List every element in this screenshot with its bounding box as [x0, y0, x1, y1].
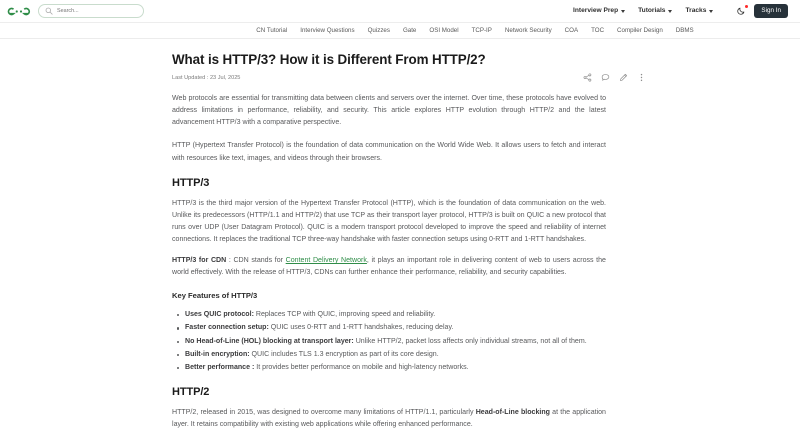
article-action-icons [583, 73, 646, 82]
subnav-item-gate[interactable]: Gate [402, 27, 417, 34]
http3-cdn-text-after-link: , it plays an important role in delivering content of web to users across the world effectively. With the release of HTTP/3, CDNs can further enhance their performance, reliability, and security capabilities. [172, 257, 606, 277]
subnav-item-osi-model[interactable]: OSI Model [429, 27, 459, 34]
subnav-item-interview-questions[interactable]: Interview Questions [300, 27, 355, 34]
feature-desc: QUIC includes TLS 1.3 encryption as part of its core design. [249, 350, 439, 358]
http2-text-part-1: HTTP/2, released in 2015, was designed to overcome many limitations of HTTP/1.1, particularly [172, 408, 476, 416]
feature-desc: Replaces TCP with QUIC, improving speed and reliability. [253, 311, 436, 319]
key-features-list [172, 309, 606, 374]
header-right-cluster [736, 4, 788, 17]
feature-desc: QUIC uses 0-RTT and 1-RTT handshakes, reducing delay. [268, 324, 454, 332]
chevron-down-icon [621, 10, 625, 13]
article-body [0, 39, 800, 431]
nav-item-label: Interview Prep [573, 7, 619, 15]
feature-desc: Unlike HTTP/2, packet loss affects only individual streams, not all of them. [353, 337, 587, 345]
content-delivery-network-link[interactable]: Content Delivery Network [285, 257, 367, 265]
section-heading-http3: HTTP/3 [172, 176, 210, 189]
subnav-item-tcp-ip[interactable]: TCP-IP [471, 27, 492, 34]
subnav-item-coa[interactable]: COA [564, 27, 579, 34]
feature-term: Better performance : [185, 363, 255, 371]
top-header-bar [0, 0, 800, 22]
primary-nav [573, 4, 792, 17]
nav-item-label: Tracks [685, 7, 707, 15]
search-box[interactable] [38, 4, 144, 18]
intro-paragraph-1: Web protocols are essential for transmitting data between clients and servers over the internet. Over time, these protocols have evolved to address limitations in performance, reliability, and security. This article explores HTTP evolution through HTTP/2 and the latest advancement HTTP/3 with a comparative perspective. [172, 95, 606, 127]
more-options-icon[interactable] [637, 73, 646, 82]
list-item [185, 322, 606, 334]
http3-cdn-text-before-link: : CDN stands for [226, 257, 286, 265]
http2-paragraph [172, 407, 606, 431]
http2-text-part-2: at the application layer. It retains compatibility with existing web applications while offering enhanced performance. [172, 408, 606, 428]
geeksforgeeks-logo[interactable] [6, 3, 32, 19]
nav-item-tutorials[interactable] [638, 7, 672, 14]
feature-term: Uses QUIC protocol: [185, 311, 254, 319]
last-updated-text: Last Updated : 23 Jul, 2025 [172, 74, 241, 81]
nav-item-tracks[interactable] [685, 7, 713, 14]
list-item [185, 336, 606, 348]
nav-item-label: Tutorials [638, 7, 666, 15]
subnav-item-quizzes[interactable]: Quizzes [367, 27, 390, 34]
dark-mode-toggle[interactable] [736, 5, 747, 16]
search-icon [45, 7, 53, 15]
subnav-item-toc[interactable]: TOC [591, 27, 605, 34]
subnav-item-network-security[interactable]: Network Security [504, 27, 552, 34]
share-icon[interactable] [583, 73, 592, 82]
search-input[interactable] [57, 8, 137, 14]
comment-icon[interactable] [601, 73, 610, 82]
chevron-down-icon [709, 10, 713, 13]
edit-icon[interactable] [619, 73, 628, 82]
subnav-item-compiler-design[interactable]: Compiler Design [617, 27, 663, 34]
list-item [185, 309, 606, 321]
subnav-item-cn-tutorial[interactable]: CN Tutorial [256, 27, 288, 34]
http2-bold-term: Head-of-Line blocking [475, 408, 550, 416]
http3-paragraph: HTTP/3 is the third major version of the Hypertext Transfer Protocol (HTTP), which is the foundation of data communication on the web. Unlike its predecessors (HTTP/1.1 and HTTP/2) that use TCP as their transport layer protocol, HTTP/3 is built on QUIC a new protocol that runs over UDP (User Datagram Protocol). QUIC is a modern transport protocol developed to improve the speed and reliability of internet connections. It replaces the traditional TCP three-way handshake with faster connection setups using 0-RTT and 1-RTT handshakes. [172, 199, 606, 243]
section-heading-http2: HTTP/2 [172, 385, 210, 398]
feature-term: Built-in encryption: [185, 350, 250, 358]
chevron-down-icon [668, 10, 672, 13]
list-item [185, 362, 606, 374]
feature-term: Faster connection setup: [185, 324, 269, 332]
list-item [185, 349, 606, 361]
http3-cdn-label: HTTP/3 for CDN [172, 257, 227, 265]
sign-in-button[interactable]: Sign In [754, 4, 788, 17]
intro-paragraph-2: HTTP (Hypertext Transfer Protocol) is the foundation of data communication on the World Wide Web. It allows users to fetch and interact with resources like text, images, and videos through their browsers. [172, 142, 606, 162]
http3-cdn-paragraph [172, 255, 606, 279]
subnav-item-dbms[interactable]: DBMS [675, 27, 694, 34]
secondary-nav [0, 22, 800, 39]
page-title: What is HTTP/3? How it is Different From HTTP/2? [172, 52, 486, 67]
nav-item-interview-prep[interactable] [573, 7, 625, 14]
feature-term: No Head-of-Line (HOL) blocking at transport layer: [185, 337, 354, 345]
key-features-heading: Key Features of HTTP/3 [172, 291, 258, 301]
feature-desc: It provides better performance on mobile and high-latency networks. [254, 363, 469, 371]
article-meta-row [172, 73, 606, 82]
